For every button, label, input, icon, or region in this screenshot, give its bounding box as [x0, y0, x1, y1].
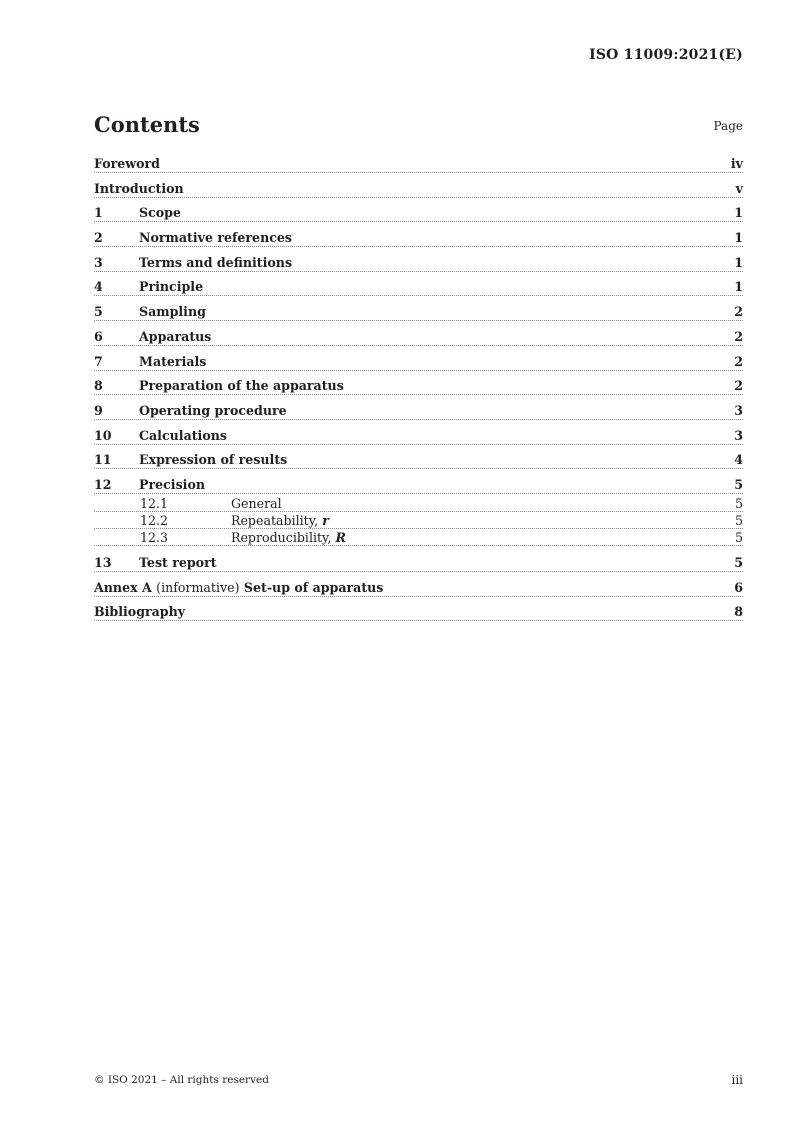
toc-entry-number: 10: [94, 427, 112, 443]
toc-entry-title: [94, 579, 384, 596]
toc-entry-number: 5: [94, 304, 103, 320]
toc-entry-page: 8: [734, 604, 743, 620]
toc-subentry-title: Reproducibility, R: [185, 530, 347, 545]
toc-entry-page: 1: [734, 205, 743, 221]
toc-entry-terms-and-definitions[interactable]: [94, 254, 743, 272]
toc-entry-page: 1: [734, 279, 743, 295]
toc-entry-materials[interactable]: [94, 353, 743, 371]
toc-entry-title: Apparatus: [139, 328, 212, 344]
toc-entry-title: Preparation of the apparatus: [139, 378, 344, 394]
toc-entry-page: 2: [734, 304, 743, 320]
annex-label: Annex A: [94, 579, 152, 595]
toc-entry-number: 2: [94, 230, 103, 246]
toc-subentry-page: 5: [734, 495, 743, 511]
toc-entry-title: Terms and definitions: [139, 254, 293, 270]
toc-entry-introduction[interactable]: [94, 180, 743, 198]
toc-subentry-title: General: [185, 496, 283, 511]
toc-subentry-title: Repeatability, r: [185, 513, 330, 528]
toc-entry-sampling[interactable]: [94, 303, 743, 321]
page-title: Contents: [94, 112, 200, 137]
annex-title: Set-up of apparatus: [243, 579, 384, 595]
symbol-R: R: [335, 529, 346, 545]
toc-subentry-number: 12.3: [140, 529, 169, 545]
toc-subentry-repeatability[interactable]: [94, 513, 743, 529]
table-of-contents: [94, 155, 743, 628]
toc-entry-preparation[interactable]: [94, 377, 743, 395]
toc-subentry-number: 12.1: [140, 495, 169, 511]
toc-entry-page: iv: [730, 156, 743, 171]
toc-entry-page: 4: [734, 452, 743, 468]
toc-entry-number: 7: [94, 353, 103, 369]
toc-entry-number: 1: [94, 205, 103, 221]
toc-entry-title: Normative references: [139, 230, 293, 246]
page-column-label: Page: [713, 119, 743, 133]
toc-entry-title: Materials: [139, 353, 207, 369]
copyright-notice: © ISO 2021 – All rights reserved: [94, 1074, 269, 1086]
toc-entry-title: Precision: [139, 476, 206, 492]
toc-entry-number: 9: [94, 402, 103, 418]
toc-entry-title: Expression of results: [139, 452, 288, 468]
toc-entry-title: Sampling: [139, 304, 206, 320]
toc-entry-title: Foreword: [94, 156, 160, 171]
toc-subentry-page: 5: [734, 529, 743, 545]
toc-entry-title: Introduction: [94, 180, 184, 196]
toc-entry-expression-of-results[interactable]: [94, 451, 743, 469]
toc-entry-bibliography[interactable]: [94, 603, 743, 621]
page-number: iii: [731, 1073, 743, 1087]
toc-entry-number: 13: [94, 554, 112, 570]
toc-entry-page: 5: [734, 476, 743, 492]
toc-entry-calculations[interactable]: [94, 427, 743, 445]
symbol-r: r: [322, 512, 329, 528]
toc-subentry-page: 5: [734, 512, 743, 528]
toc-entry-annex-a[interactable]: [94, 579, 743, 597]
toc-entry-principle[interactable]: [94, 278, 743, 296]
toc-entry-page: 2: [734, 378, 743, 394]
toc-entry-number: 8: [94, 378, 103, 394]
toc-entry-test-report[interactable]: [94, 554, 743, 572]
toc-entry-page: 3: [734, 402, 743, 418]
toc-entry-page: 2: [734, 328, 743, 344]
toc-entry-title: Test report: [139, 554, 217, 570]
toc-entry-normative-references[interactable]: [94, 229, 743, 247]
toc-entry-title: Scope: [139, 205, 181, 221]
toc-entry-number: 12: [94, 476, 112, 492]
toc-entry-page: 1: [734, 254, 743, 270]
toc-entry-page: 6: [734, 579, 743, 595]
toc-entry-precision[interactable]: [94, 476, 743, 494]
toc-entry-page: 2: [734, 353, 743, 369]
toc-entry-page: 1: [734, 230, 743, 246]
toc-entry-title: Principle: [139, 279, 204, 295]
toc-entry-scope[interactable]: [94, 204, 743, 222]
toc-entry-title: Bibliography: [94, 604, 186, 620]
toc-entry-page: v: [735, 180, 743, 196]
annex-type: (informative): [156, 579, 240, 595]
toc-entry-number: 11: [94, 452, 112, 468]
toc-entry-number: 6: [94, 328, 103, 344]
toc-entry-title: Operating procedure: [139, 402, 287, 418]
toc-entry-page: 5: [734, 554, 743, 570]
document-id: ISO 11009:2021(E): [589, 47, 743, 63]
toc-entry-foreword[interactable]: [94, 155, 743, 173]
toc-entry-number: 3: [94, 254, 103, 270]
toc-subentry-general[interactable]: [94, 496, 743, 512]
toc-entry-page: 3: [734, 427, 743, 443]
toc-subentry-number: 12.2: [140, 512, 169, 528]
toc-entry-operating-procedure[interactable]: [94, 402, 743, 420]
toc-subentry-reproducibility[interactable]: [94, 530, 743, 546]
toc-entry-apparatus[interactable]: [94, 328, 743, 346]
toc-entry-title: Calculations: [139, 427, 227, 443]
toc-entry-number: 4: [94, 279, 103, 295]
